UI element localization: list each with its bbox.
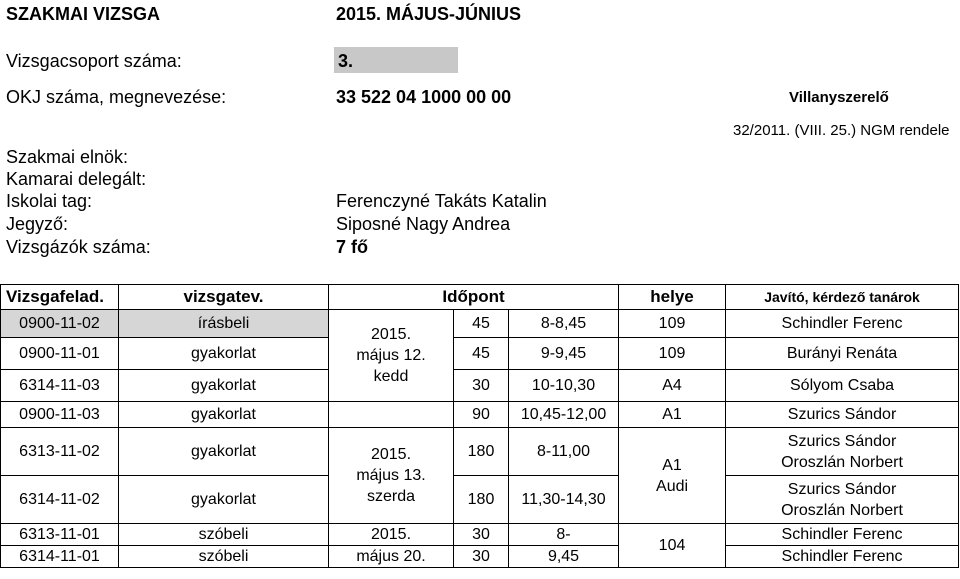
time-slot: 11,30-14,30 bbox=[509, 476, 619, 524]
exam-type: gyakorlat bbox=[119, 476, 329, 524]
duration: 180 bbox=[454, 428, 509, 476]
teacher: Schindler Ferenc bbox=[726, 310, 959, 338]
decree-reference: 32/2011. (VIII. 25.) NGM rendele bbox=[733, 122, 950, 139]
date-weekday: kedd bbox=[373, 368, 409, 385]
date-cell-empty bbox=[329, 402, 454, 428]
header-time: Időpont bbox=[329, 285, 619, 310]
task-code: 6313-11-01 bbox=[1, 524, 119, 546]
profession-name: Villanyszerelő bbox=[789, 89, 889, 106]
teacher: Szurics Sándor bbox=[787, 480, 897, 498]
task-code: 0900-11-01 bbox=[1, 338, 119, 370]
duration: 45 bbox=[454, 338, 509, 370]
group-value: 3. bbox=[338, 51, 354, 71]
room: Audi bbox=[656, 477, 689, 495]
exam-type: gyakorlat bbox=[119, 370, 329, 402]
okj-label: OKJ száma, megnevezése: bbox=[6, 87, 227, 107]
task-code: 6313-11-02 bbox=[1, 428, 119, 476]
time-slot: 8-8,45 bbox=[509, 310, 619, 338]
teacher-cell bbox=[726, 428, 959, 476]
duration: 45 bbox=[454, 310, 509, 338]
time-slot: 9-9,45 bbox=[509, 338, 619, 370]
exam-type: gyakorlat bbox=[119, 338, 329, 370]
task-code: 6314-11-03 bbox=[1, 370, 119, 402]
group-value-cell bbox=[334, 47, 458, 73]
table-row bbox=[1, 310, 959, 338]
date-cell-2 bbox=[329, 428, 454, 524]
teacher: Sólyom Csaba bbox=[726, 370, 959, 402]
time-slot: 10,45-12,00 bbox=[509, 402, 619, 428]
school-member-value: Ferenczyné Takáts Katalin bbox=[336, 191, 547, 211]
time-slot: 8- bbox=[509, 524, 619, 546]
group-label: Vizsgacsoport száma: bbox=[6, 51, 182, 71]
date-day: május 12. bbox=[356, 347, 426, 364]
document-title: SZAKMAI VIZSGA bbox=[6, 4, 161, 24]
room-cell-shared bbox=[619, 428, 726, 524]
date-day: május 20. bbox=[329, 546, 454, 568]
table-row bbox=[1, 370, 959, 402]
table-row bbox=[1, 428, 959, 476]
table-header-row bbox=[1, 285, 959, 310]
exam-schedule-table bbox=[0, 284, 959, 568]
date-year: 2015. bbox=[370, 446, 412, 463]
task-code: 0900-11-02 bbox=[1, 310, 119, 338]
exam-type: szóbeli bbox=[119, 524, 329, 546]
time-slot: 8-11,00 bbox=[509, 428, 619, 476]
clerk-label: Jegyző: bbox=[6, 214, 69, 234]
duration: 30 bbox=[454, 546, 509, 568]
table-row bbox=[1, 524, 959, 546]
date-cell-1 bbox=[329, 310, 454, 402]
duration: 30 bbox=[454, 524, 509, 546]
room: 109 bbox=[619, 338, 726, 370]
room: A1 bbox=[619, 402, 726, 428]
teacher: Schindler Ferenc bbox=[726, 546, 959, 568]
room: 109 bbox=[619, 310, 726, 338]
exam-period: 2015. MÁJUS-JÚNIUS bbox=[336, 4, 522, 24]
teacher: Burányi Renáta bbox=[726, 338, 959, 370]
exam-type: írásbeli bbox=[119, 310, 329, 338]
chamber-delegate-label: Kamarai delegált: bbox=[6, 169, 147, 189]
header-teachers: Javító, kérdező tanárok bbox=[726, 285, 959, 310]
candidates-value: 7 fő bbox=[336, 237, 369, 257]
exam-type: szóbeli bbox=[119, 546, 329, 568]
president-label: Szakmai elnök: bbox=[6, 147, 129, 167]
table-row bbox=[1, 338, 959, 370]
date-year: 2015. bbox=[329, 524, 454, 546]
teacher-cell bbox=[726, 476, 959, 524]
teacher: Szurics Sándor bbox=[726, 402, 959, 428]
table-row bbox=[1, 546, 959, 568]
teacher: Szurics Sándor bbox=[787, 432, 897, 450]
duration: 180 bbox=[454, 476, 509, 524]
date-year: 2015. bbox=[370, 326, 412, 343]
school-member-label: Iskolai tag: bbox=[6, 191, 93, 211]
header-task: Vizsgafelad. bbox=[1, 285, 119, 310]
date-day: május 13. bbox=[356, 467, 426, 484]
teacher: Schindler Ferenc bbox=[726, 524, 959, 546]
okj-value: 33 522 04 1000 00 00 bbox=[336, 87, 512, 107]
teacher: Oroszlán Norbert bbox=[781, 453, 903, 471]
duration: 30 bbox=[454, 370, 509, 402]
table-row bbox=[1, 402, 959, 428]
exam-type: gyakorlat bbox=[119, 402, 329, 428]
date-weekday: szerda bbox=[366, 488, 416, 505]
task-code: 6314-11-02 bbox=[1, 476, 119, 524]
room: A4 bbox=[619, 370, 726, 402]
time-slot: 9,45 bbox=[509, 546, 619, 568]
teacher: Oroszlán Norbert bbox=[781, 501, 903, 519]
candidates-label: Vizsgázók száma: bbox=[6, 237, 151, 257]
room: 104 bbox=[619, 524, 726, 568]
exam-type: gyakorlat bbox=[119, 428, 329, 476]
time-slot: 10-10,30 bbox=[509, 370, 619, 402]
task-code: 6314-11-01 bbox=[1, 546, 119, 568]
header-place: helye bbox=[619, 285, 726, 310]
task-code: 0900-11-03 bbox=[1, 402, 119, 428]
room: A1 bbox=[662, 456, 682, 474]
clerk-value: Siposné Nagy Andrea bbox=[336, 214, 511, 234]
table-row bbox=[1, 476, 959, 524]
duration: 90 bbox=[454, 402, 509, 428]
header-type: vizsgatev. bbox=[119, 285, 329, 310]
